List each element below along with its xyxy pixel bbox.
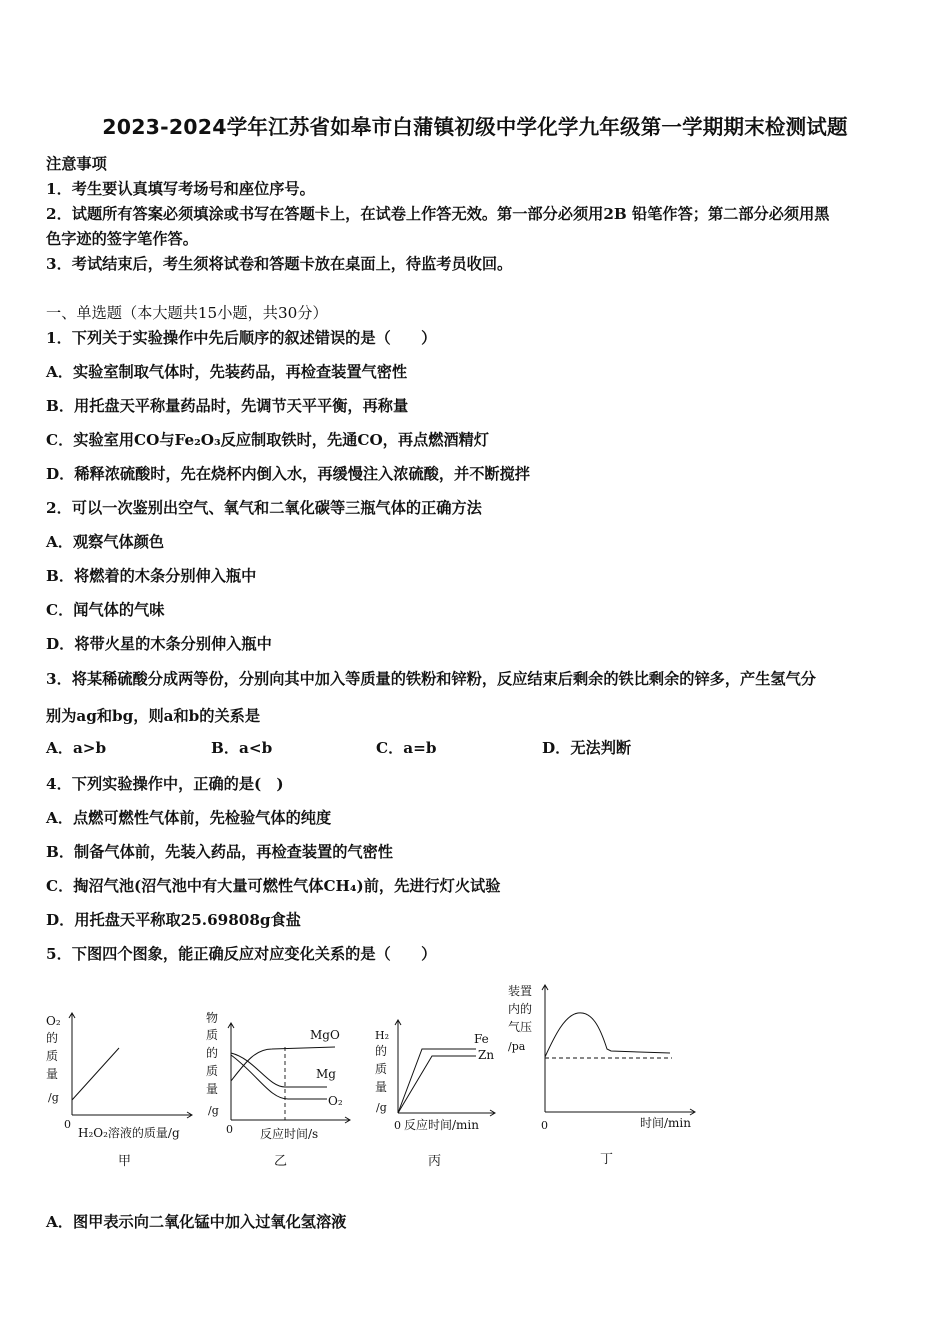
option-a: A．观察气体颜色: [46, 533, 165, 551]
notice-item: 3．考试结束后，考生须将试卷和答题卡放在桌面上，待监考员收回。: [46, 255, 513, 273]
page-title: 2023-2024学年江苏省如皋市白蒲镇初级中学化学九年级第一学期期末检测试题: [102, 115, 848, 139]
y-label: 的: [375, 1044, 388, 1058]
graph-bing: [375, 1020, 495, 1169]
graph-caption: 乙: [274, 1154, 288, 1169]
origin-label: 0: [394, 1119, 401, 1132]
option-c: C．掏沼气池(沼气池中有大量可燃性气体CH₄)前，先进行灯火试验: [46, 877, 501, 895]
y-label: 气压: [508, 1020, 533, 1034]
option-d: D．无法判断: [542, 739, 632, 757]
y-label: 量: [206, 1082, 219, 1096]
option-a: A．点燃可燃性气体前，先检验气体的纯度: [46, 809, 332, 827]
x-label: 时间/min: [640, 1116, 691, 1130]
y-label: 物: [206, 1011, 219, 1025]
notice-item: 色字迹的签字笔作答。: [46, 230, 198, 248]
graph-caption: 丁: [600, 1152, 614, 1167]
question-stem: 5．下图四个图象，能正确反应对应变化关系的是（ ）: [46, 945, 437, 963]
y-label: /pa: [508, 1040, 526, 1053]
series-label: Fe: [474, 1032, 489, 1046]
option-a: A．a>b: [46, 739, 107, 757]
options-row: [46, 737, 906, 759]
option-c: C．闻气体的气味: [46, 601, 165, 619]
x-label: H₂O₂溶液的质量/g: [78, 1126, 180, 1140]
y-label: /g: [208, 1104, 219, 1117]
curve-mg: [231, 1053, 327, 1087]
option-c: C．a=b: [376, 739, 437, 757]
graphs-figure: [30, 975, 730, 1175]
option-b: B．制备气体前，先装入药品，再检查装置的气密性: [46, 843, 393, 861]
question-stem: 2．可以一次鉴别出空气、氧气和二氧化碳等三瓶气体的正确方法: [46, 499, 482, 517]
y-label: 的: [46, 1031, 59, 1045]
y-label: /g: [376, 1101, 387, 1114]
graph-ding: [508, 983, 695, 1167]
graph-yi: [206, 1010, 350, 1169]
notice-item: 1．考生要认真填写考场号和座位序号。: [46, 180, 315, 198]
question-stem: 4．下列实验操作中，正确的是( ): [46, 775, 284, 793]
option-d: D．用托盘天平称取25.69808g食盐: [46, 911, 301, 929]
origin-label: 0: [541, 1119, 548, 1132]
y-label: 量: [375, 1080, 388, 1094]
notice-item: 2．试题所有答案必须填涂或书写在答题卡上，在试卷上作答无效。第一部分必须用2B 铅笔作答；第二部分必须用黑: [46, 205, 830, 223]
option-a: A．图甲表示向二氧化锰中加入过氧化氢溶液: [46, 1213, 347, 1231]
series-label: Mg: [316, 1067, 336, 1081]
question-stem: 3．将某稀硫酸分成两等份，分别向其中加入等质量的铁粉和锌粉，反应结束后剩余的铁比剩余的锌多，产生氢气分: [46, 670, 816, 688]
curve-o2: [72, 1048, 119, 1100]
section-heading: 一、单选题（本大题共15小题，共30分）: [46, 304, 328, 322]
origin-label: 0: [64, 1118, 71, 1131]
y-label: 质: [375, 1062, 388, 1076]
x-label: 反应时间/s: [260, 1127, 319, 1141]
y-label: H₂: [375, 1029, 390, 1042]
question-stem: 别为ag和bg，则a和b的关系是: [46, 707, 261, 725]
origin-label: 0: [226, 1123, 233, 1136]
curve-pressure: [545, 1013, 670, 1057]
graph-jia: [46, 1013, 192, 1169]
option-b: B．将燃着的木条分别伸入瓶中: [46, 567, 257, 585]
y-label: /g: [48, 1091, 59, 1104]
option-b: B．a<b: [211, 739, 273, 757]
option-d: D．将带火星的木条分别伸入瓶中: [46, 635, 272, 653]
graph-caption: 丙: [428, 1154, 442, 1169]
series-label: O₂: [328, 1094, 343, 1108]
option-c: C．实验室用CO与Fe₂O₃反应制取铁时，先通CO，再点燃酒精灯: [46, 431, 489, 449]
question-stem: 1．下列关于实验操作中先后顺序的叙述错误的是（ ）: [46, 329, 437, 347]
option-b: B．用托盘天平称量药品时，先调节天平平衡，再称量: [46, 397, 409, 415]
series-label: MgO: [310, 1028, 340, 1042]
y-label: O₂: [46, 1014, 61, 1028]
y-label: 质: [46, 1049, 59, 1063]
curve-o2: [231, 1055, 327, 1099]
y-label: 质: [206, 1064, 219, 1078]
notice-heading: 注意事项: [46, 155, 107, 173]
x-label: 反应时间/min: [404, 1118, 479, 1132]
y-label: 质: [206, 1028, 219, 1042]
option-a: A．实验室制取气体时，先装药品，再检查装置气密性: [46, 363, 408, 381]
series-label: Zn: [478, 1048, 495, 1062]
curve-fe: [398, 1049, 476, 1113]
y-label: 量: [46, 1067, 59, 1081]
option-d: D．稀释浓硫酸时，先在烧杯内倒入水，再缓慢注入浓硫酸，并不断搅拌: [46, 465, 530, 483]
y-label: 的: [206, 1046, 219, 1060]
graph-caption: 甲: [118, 1154, 132, 1169]
y-label: 装置: [508, 984, 533, 998]
curve-zn: [398, 1056, 476, 1113]
y-label: 内的: [508, 1002, 533, 1016]
